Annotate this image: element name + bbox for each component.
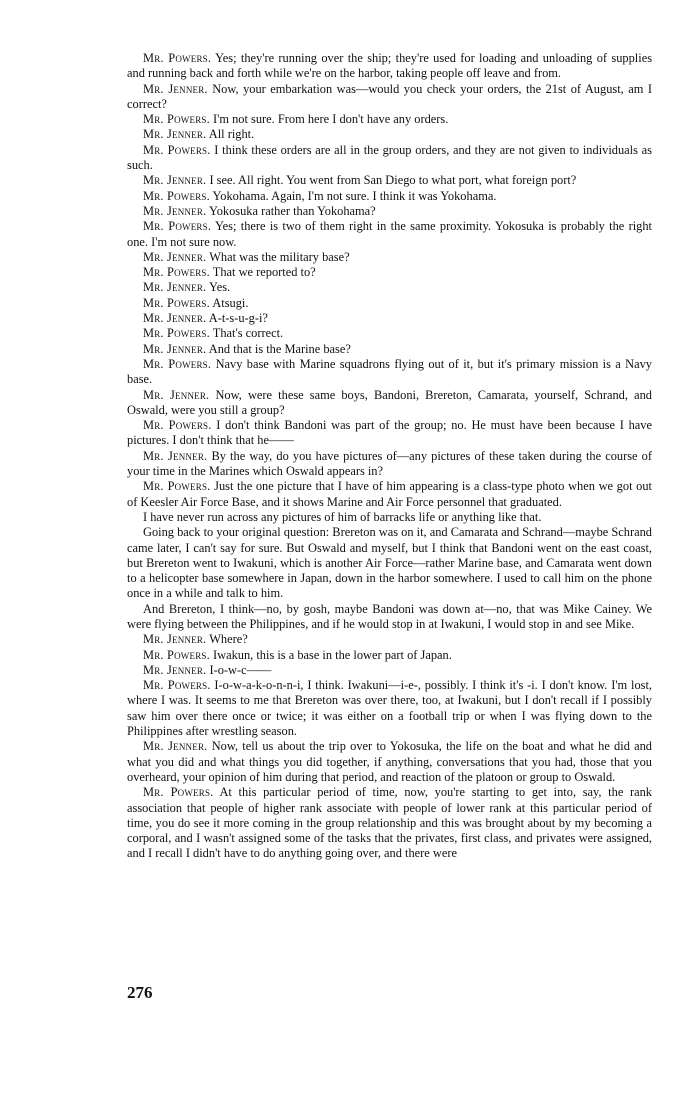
transcript-paragraph: [127, 296, 652, 311]
paragraph-text: I'm not sure. From here I don't have any orders.: [209, 112, 449, 127]
paragraph-text: By the way, do you have pictures of—any pictures of these taken during the course of your time in the Marines which Oswald appears in?: [127, 448, 652, 479]
transcript-paragraph: [127, 204, 652, 219]
speaker-name: Mr. Jenner.: [143, 81, 208, 96]
speaker-name: Mr. Jenner.: [143, 448, 208, 463]
paragraph-text: Iwakun, this is a base in the lower part of Japan.: [209, 647, 452, 662]
transcript-paragraph: [127, 326, 652, 341]
speaker-name: Mr. Powers.: [143, 142, 211, 157]
paragraph-text: I think these orders are all in the group orders, and they are not given to individuals as such.: [127, 142, 652, 173]
transcript-paragraph: [127, 418, 652, 449]
transcript-paragraph: [127, 127, 652, 142]
transcript-paragraph: [127, 250, 652, 265]
speaker-name: Mr. Jenner.: [143, 739, 208, 754]
paragraph-text: And that is the Marine base?: [206, 341, 351, 356]
speaker-name: Mr. Powers.: [143, 647, 210, 662]
paragraph-text: Now, were these same boys, Bandoni, Brereton, Camarata, yourself, Schrand, and Oswald, were you still a group?: [127, 387, 652, 417]
paragraph-text: Yes; they're running over the ship; they're used for loading and unloading of supplies and running back and forth while we're on the harbor, taking people off leave and from.: [127, 51, 653, 81]
speaker-name: Mr. Jenner.: [143, 173, 207, 188]
transcript-paragraph: [127, 739, 652, 785]
transcript-paragraph: [127, 112, 652, 127]
transcript-paragraph: [127, 51, 652, 82]
paragraph-text: I see. All right. You went from San Diego to what port, what foreign port?: [206, 173, 577, 188]
speaker-name: Mr. Jenner.: [143, 311, 207, 326]
paragraph-text: Yes; there is two of them right in the same proximity. Yokosuka is probably the right one. I'm not sure now.: [127, 219, 653, 249]
transcript-paragraph: [127, 785, 652, 861]
paragraph-text: Yes.: [206, 280, 231, 295]
transcript-paragraph: [127, 449, 652, 480]
speaker-name: Mr. Powers.: [143, 188, 210, 203]
speaker-name: Mr. Jenner.: [143, 203, 207, 218]
paragraph-text: And Brereton, I think—no, by gosh, maybe Bandoni was down at—no, that was Mike Cainey. We were flying between the Philippines, and if he would stop in at Iwakuni, I would stop in and see Mike.: [127, 601, 652, 631]
speaker-name: Mr. Powers.: [143, 678, 211, 693]
paragraph-text: Atsugi.: [209, 295, 249, 310]
speaker-name: Mr. Jenner.: [143, 127, 207, 142]
transcript-paragraph: [127, 219, 652, 250]
transcript-paragraph: [127, 648, 652, 663]
speaker-name: Mr. Powers.: [143, 326, 210, 341]
speaker-name: Mr. Powers.: [143, 356, 212, 371]
transcript-paragraph: [127, 632, 652, 647]
transcript-paragraph: [127, 479, 652, 510]
speaker-name: Mr. Powers.: [143, 112, 210, 127]
speaker-name: Mr. Powers.: [143, 51, 212, 65]
paragraph-text: I-o-w-c——: [206, 662, 272, 677]
transcript-paragraph: [127, 357, 652, 388]
transcript-paragraph: [127, 143, 652, 174]
paragraph-text: Just the one picture that I have of him appearing is a class-type photo when we got out of Keesler Air Force Base, and it shows Marine and Air Force personnel that graduated.: [127, 479, 652, 509]
paragraph-text: Now, tell us about the trip over to Yokosuka, the life on the boat and what he did and what you did and what things you did together, if anything, conversations that you had, those that you overheard, your opinion of him during that period, and reaction of the platoon or group to Oswald.: [127, 739, 652, 784]
paragraph-text: Navy base with Marine squadrons flying out of it, but it's primary mission is a Navy base.: [127, 356, 652, 387]
paragraph-text: Where?: [206, 632, 248, 647]
speaker-name: Mr. Jenner.: [143, 280, 207, 295]
transcript-paragraph: [127, 311, 652, 326]
paragraph-text: That we reported to?: [209, 265, 316, 280]
transcript-body: [127, 51, 652, 862]
speaker-name: Mr. Powers.: [143, 219, 212, 234]
paragraph-text: All right.: [206, 127, 255, 142]
paragraph-text: A-t-s-u-g-i?: [206, 311, 268, 326]
paragraph-text: That's correct.: [209, 326, 284, 341]
speaker-name: Mr. Powers.: [143, 418, 212, 433]
transcript-paragraph: [127, 342, 652, 357]
transcript-paragraph: [127, 663, 652, 678]
transcript-paragraph: [127, 265, 652, 280]
transcript-paragraph: [127, 678, 652, 739]
speaker-name: Mr. Jenner.: [143, 662, 207, 677]
transcript-paragraph: [127, 189, 652, 204]
transcript-paragraph: [127, 82, 652, 113]
page-number: 276: [127, 983, 153, 1002]
speaker-name: Mr. Powers.: [143, 785, 214, 800]
transcript-paragraph: [127, 388, 652, 419]
speaker-name: Mr. Jenner.: [143, 249, 207, 264]
transcript-paragraph: [127, 173, 652, 188]
paragraph-text: I don't think Bandoni was part of the group; no. He must have been because I have pictures. I don't think that he——: [127, 418, 653, 448]
paragraph-text: What was the military base?: [206, 249, 350, 264]
paragraph-text: Going back to your original question: Brereton was on it, and Camarata and Schrand—maybe Schrand came later, I can't say for sure. But Oswald and myself, but I think that Bandoni went on the east coast, but Brereton went to Iwakuni, which is another Air Force—rather Marine base, and Camarata went down to a helicopter base somewhere in Japan, down in the harbor somewhere. I used to call him on the phone once in a while and talk to him.: [127, 525, 652, 601]
paragraph-text: At this particular period of time, now, you're starting to get into, say, the rank association that people of higher rank associate with people of lower rank at this particular period of time, you do see it more coming in the group relationship and this was brought about by my becoming a corporal, and I wasn't assigned some of the tasks that the privates, first class, and privates were assigned, and I recall I didn't have to do anything going over, and there were: [127, 785, 653, 861]
speaker-name: Mr. Jenner.: [143, 387, 210, 402]
paragraph-text: Now, your embarkation was—would you check your orders, the 21st of August, am I correct?: [127, 81, 652, 111]
paragraph-text: Yokosuka rather than Yokohama?: [206, 203, 376, 218]
speaker-name: Mr. Jenner.: [143, 632, 207, 647]
speaker-name: Mr. Powers.: [143, 295, 210, 310]
paragraph-text: I have never run across any pictures of him of barracks life or anything like that.: [143, 509, 542, 524]
transcript-paragraph: [127, 280, 652, 295]
transcript-paragraph: [127, 510, 652, 525]
speaker-name: Mr. Powers.: [143, 479, 211, 494]
transcript-paragraph: [127, 525, 652, 601]
paragraph-text: Yokohama. Again, I'm not sure. I think it was Yokohama.: [209, 188, 497, 203]
speaker-name: Mr. Jenner.: [143, 341, 207, 356]
transcript-paragraph: [127, 602, 652, 633]
speaker-name: Mr. Powers.: [143, 265, 210, 280]
paragraph-text: I-o-w-a-k-o-n-n-i, I think. Iwakuni—i-e-, possibly. I think it's -i. I don't know. I'm lost, where I was. It seems to me that Brereton was over there, too, at Iwakuni, but I don't recall if I possibly saw him over there once or twice; it was either on a football trip or when I was flying down to the Philippines after wrestling season.: [127, 678, 653, 739]
